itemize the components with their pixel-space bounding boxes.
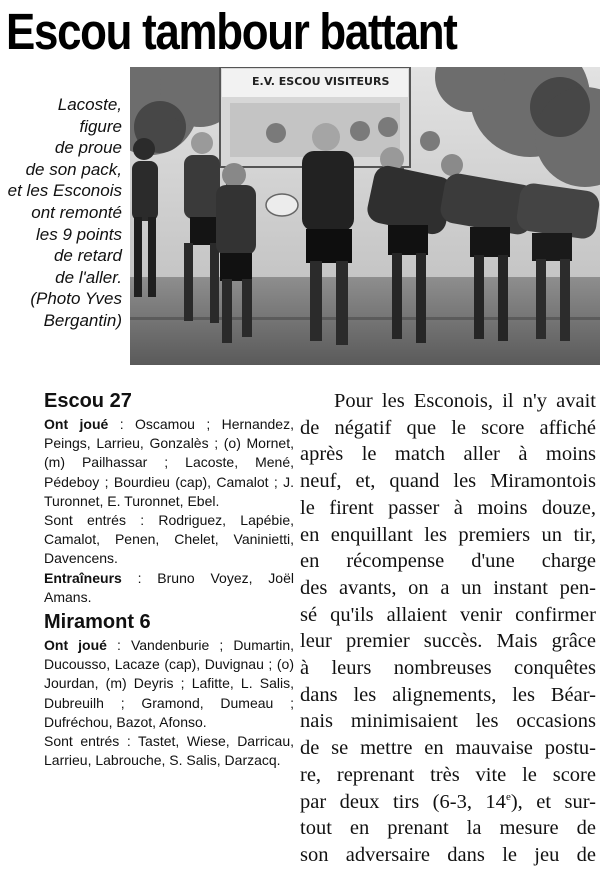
article-line: son adversaire dans le jeu de [300, 843, 596, 866]
caption-line: ont remonté [31, 202, 122, 222]
caption-line: de retard [53, 246, 122, 266]
article-line: des avants, on a un instant pen- [300, 576, 596, 599]
caption-line: les 9 points [36, 224, 122, 244]
caption-line: figure [79, 116, 122, 136]
caption-line: de son pack, [25, 159, 122, 179]
article-line: sé qu'ils allaient venir confirmer [300, 603, 596, 626]
caption-line: et les Esconois [7, 181, 122, 201]
headline: Escou tambour battant [6, 3, 457, 60]
superscript: e [505, 790, 511, 803]
scoreboard-sign: E.V. ESCOU VISITEURS [252, 75, 390, 88]
caption-line: Bergantin) [43, 310, 122, 330]
escou-played-list: : Oscamou ; Hernandez, Peings, Larrieu, Gonzalès ; (o) Mornet, (m) Pailhassar ; Lacoste, Mené, Pédeboy ; Bourdieu (cap), Camalot ; J. Turonnet, E. Turonnet, Ebel. [44, 416, 294, 509]
caption-line: de l'aller. [55, 267, 122, 287]
article-line: leur premier succès. Mais grâce [300, 630, 596, 653]
article-line: dans les alignements, les Béar- [300, 683, 596, 706]
played-label: Ont joué [44, 637, 107, 654]
coaches-label: Entraîneurs [44, 569, 122, 586]
miramont-played-list: : Vandenburie ; Dumartin, Ducousso, Lacaze (cap), Duvignau ; (o) Jourdan, (m) Deyris ; Lafitte, L. Salis, Dubreuilh ; Gramond, Dumeau ; Dufréchou, Bazot, Afonso. [44, 637, 294, 730]
team-title-escou: Escou 27 [44, 390, 132, 412]
team-title-miramont: Miramont 6 [44, 611, 151, 634]
rugby-scrum-illustration [130, 67, 600, 365]
article-line: en enquillant les premiers un tir, [300, 523, 596, 546]
article-line-part: par deux tirs (6-3, 14 [300, 790, 506, 813]
article-line: le firent passer à moins douze, [300, 496, 596, 519]
escou-played [44, 415, 294, 511]
escou-coaches [44, 569, 294, 607]
article-line: nais minimisaient les occasions [300, 710, 596, 733]
team-lineups [44, 388, 294, 770]
caption-line: Lacoste, [57, 95, 122, 114]
escou-coaches-list: : Bruno Voyez, Joël Amans. [44, 569, 294, 605]
article-line-part: ), et sur- [510, 790, 597, 813]
article-line: à leurs nombreuses conquêtes [300, 657, 596, 680]
article-line: après le match aller à moins [300, 443, 596, 466]
article-line: neuf, et, quand les Miramontois [300, 470, 596, 493]
article-line: de se mettre en mauvaise postu- [300, 737, 596, 760]
article-line [300, 789, 596, 816]
caption-line: (Photo Yves [30, 289, 122, 309]
caption-line: de proue [54, 138, 122, 158]
rugby-photo [130, 67, 600, 365]
article-paragraph [300, 388, 596, 869]
miramont-played [44, 636, 294, 732]
photo-caption [2, 94, 122, 332]
article-line: re, reprenant très vite le score [300, 763, 596, 786]
article-line: tout en prenant la mesure de [300, 817, 596, 840]
article-line: de négatif que le score affiché [300, 416, 596, 439]
played-label: Ont joué [44, 416, 109, 432]
article-line: en récompense d'une charge [300, 550, 596, 573]
escou-subs: Sont entrés : Rodriguez, Lapébie, Camalot, Penen, Chelet, Vaninietti, Davencens. [44, 512, 294, 567]
miramont-subs: Sont entrés : Tastet, Wiese, Darricau, Larrieu, Labrouche, S. Salis, Darzacq. [44, 733, 294, 769]
article-body [300, 388, 596, 869]
article-line: Pour les Esconois, il n'y avait [334, 390, 596, 412]
